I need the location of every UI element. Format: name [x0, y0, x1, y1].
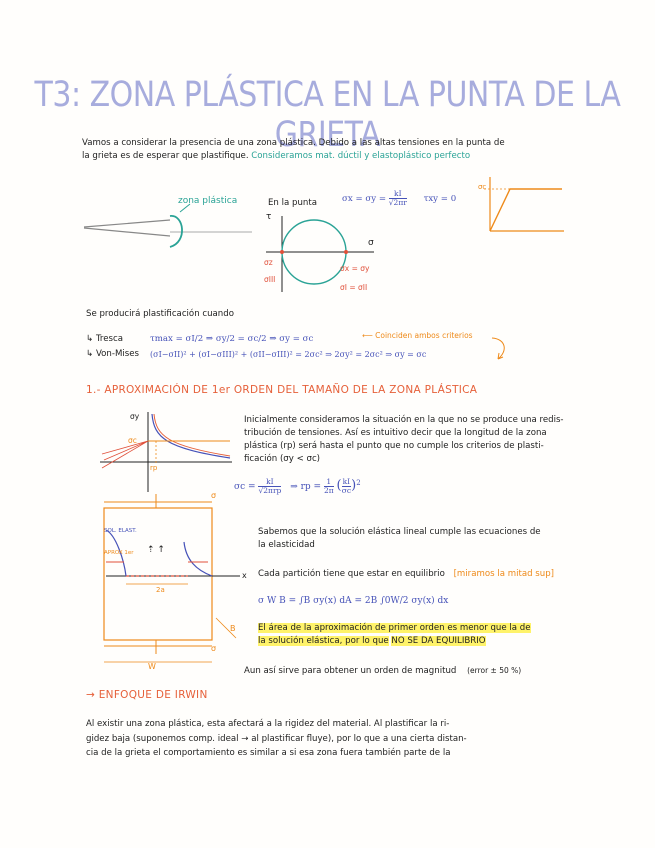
plate-2a-label: 2a	[156, 586, 165, 594]
plate-x-label: x	[242, 571, 247, 580]
para2-line-2: la elasticidad	[258, 540, 315, 550]
ss-sigma-c-label: σc	[478, 183, 487, 191]
tresca-label-text: Tresca	[95, 334, 124, 344]
ss-curve	[490, 189, 562, 231]
para3-note: [miramos la mitad sup]	[453, 569, 555, 579]
balance-equation: σ W B = ∫B σy(x) dA = 2B ∫0W/2 σy(x) dx	[258, 596, 449, 606]
fig2-elastic-curve	[152, 414, 230, 458]
highlight-line-2b: NO SE DA EQUILIBRIO	[391, 636, 486, 646]
fig2-elastic-curve-red	[154, 414, 230, 456]
highlight-line-1: El área de la aproximación de primer orden es menor que la de	[258, 623, 531, 633]
rp-frac-3	[342, 478, 352, 495]
plate-sol-elast-label: SOL. ELAST.	[104, 528, 137, 534]
redistribution-paragraph	[244, 414, 584, 466]
highlight-paragraph	[258, 622, 588, 648]
section-1-title: 1.- APROXIMACIÓN DE 1er ORDEN DEL TAMAÑO DE LA ZONA PLÁSTICA	[86, 384, 478, 396]
intro-paragraph	[82, 137, 582, 163]
stress-distribution-figure	[96, 408, 234, 496]
tip-frac-den: √2πr	[388, 198, 407, 207]
rp-frac-2-den: 2π	[323, 486, 334, 495]
para5-line-3: cia de la grieta el comportamiento es similar a si esa zona fuera también parte de la	[86, 748, 451, 758]
equilibrium-paragraph	[258, 568, 554, 581]
plate-sigma-bottom: σ	[211, 644, 217, 653]
svg-text:⇡ ↑: ⇡ ↑	[147, 545, 165, 555]
fig2-sc-label: σc	[128, 436, 137, 445]
criteria-note-text: Coinciden ambos criterios	[375, 331, 473, 340]
para3-text: Cada partición tiene que estar en equilibrio	[258, 569, 445, 579]
fig2-rp-label: rp	[150, 464, 158, 472]
plastification-intro: Se producirá plastificación cuando	[86, 309, 234, 319]
rp-frac-1-num: kI	[258, 478, 281, 487]
mohr-right-a-label: σx = σy	[340, 264, 370, 273]
plate-w-label: W	[148, 662, 156, 671]
plate-aprox-label: APROX 1er	[104, 550, 134, 556]
rp-lhs: σc =	[234, 482, 256, 492]
magnitude-paragraph	[244, 664, 521, 678]
stress-strain-figure	[478, 175, 568, 235]
plastic-zone-label: zona plástica	[178, 196, 238, 206]
vonmises-label-text: Von-Mises	[95, 349, 139, 359]
irwin-title: → ENFOQUE DE IRWIN	[86, 689, 208, 701]
criteria-arrow-path	[492, 338, 504, 359]
rp-frac-3-den: σc	[341, 486, 352, 495]
fig2-crack-wedge	[102, 441, 148, 468]
plate-figure	[96, 490, 256, 670]
vonmises-equation: (σI−σII)² + (σI−σIII)² + (σII−σIII)² = 2σc² ⇒ 2σy² = 2σc² ⇒ σy = σc	[150, 350, 427, 359]
tresca-label: ↳ Tresca	[86, 334, 124, 344]
fig2-sy-label: σy	[130, 412, 140, 421]
tip-label: En la punta	[268, 198, 317, 208]
intro-line-1: Vamos a considerar la presencia de una zona plástica. Debido a las altas tensiones en la punta de	[82, 138, 505, 148]
mohr-point-left	[280, 250, 284, 254]
mohr-sigma-label: σ	[368, 238, 374, 248]
intro-line-2	[82, 150, 582, 163]
intro-line-2a: la grieta es de esperar que plastifique.	[82, 151, 249, 161]
mohr-s3-label: σz	[264, 258, 273, 267]
tip-frac-num: kI	[389, 190, 407, 199]
mohr-tau-label: τ	[266, 212, 272, 222]
tip-sx-eq: σx = σy =	[342, 194, 387, 204]
vonmises-label: ↳ Von-Mises	[86, 349, 139, 359]
para2-line-1: Sabemos que la solución elástica lineal cumple las ecuaciones de	[258, 527, 541, 537]
mohr-right-b-label: σI = σII	[340, 283, 368, 292]
para4-note: (error ± 50 %)	[467, 666, 522, 675]
criteria-note: ⟵ Coinciden ambos criterios	[362, 331, 473, 340]
para1-line-2: tribución de tensiones. Así es intuitivo decir que la longitud de la zona	[244, 428, 547, 438]
criteria-arrow	[488, 335, 512, 363]
rp-arrow: ⇒ rp =	[290, 482, 322, 492]
tresca-equation: τmax = σI/2 ⇒ σy/2 = σc/2 ⇒ σy = σc	[150, 334, 314, 344]
tip-frac	[389, 190, 407, 207]
mohr-s3b-label: σIII	[264, 275, 276, 284]
rp-frac-2-num: 1	[324, 478, 334, 487]
elasticity-paragraph	[258, 526, 578, 552]
tip-equation	[342, 190, 456, 207]
rp-power: 2	[356, 479, 361, 487]
rp-frac-1	[258, 478, 281, 495]
crack-lines	[84, 220, 170, 236]
page-title: T3: ZONA PLÁSTICA EN LA PUNTA DE LA GRIETA	[34, 74, 621, 156]
highlight-line-2a: la solución elástica, por lo que	[258, 636, 389, 646]
plastic-zone-arc	[170, 216, 182, 247]
rp-frac-1-den: √2πrp	[258, 486, 282, 495]
para1-line-4: ficación (σy < σc)	[244, 454, 321, 464]
mohr-point-right	[344, 250, 348, 254]
plate-right-elastic-curve	[184, 542, 212, 576]
para4-text: Aun así sirve para obtener un orden de magnitud	[244, 666, 457, 676]
para5-line-1: Al existir una zona plástica, esta afectará a la rigidez del material. Al plastificar la ri-	[86, 719, 450, 729]
rp-equation: σc = $\frac{kI}{\text{√2πrp}}$ ⇒ rp = $\frac{1}{2\pi}$ ( $\frac{kI}{\sigma c}$ )$^2$	[234, 477, 361, 495]
irwin-paragraph	[86, 717, 586, 761]
tip-tau-eq: τxy = 0	[423, 194, 457, 204]
para1-line-3: plástica (rp) será hasta el punto que no cumple los criterios de plasti-	[244, 441, 544, 451]
plate-sigma-top: σ	[211, 491, 217, 500]
plate-b-label: B	[230, 624, 236, 633]
intro-line-2b: Consideramos mat. dúctil y elastoplástico perfecto	[251, 151, 471, 161]
rp-frac-2	[324, 478, 334, 495]
para1-line-1: Inicialmente consideramos la situación en la que no se produce una redis-	[244, 415, 564, 425]
para5-line-2: gidez baja (suponemos comp. ideal → al plastificar fluye), por lo que a una cierta distan-	[86, 733, 467, 744]
rp-frac-3-num: kI	[342, 477, 351, 486]
